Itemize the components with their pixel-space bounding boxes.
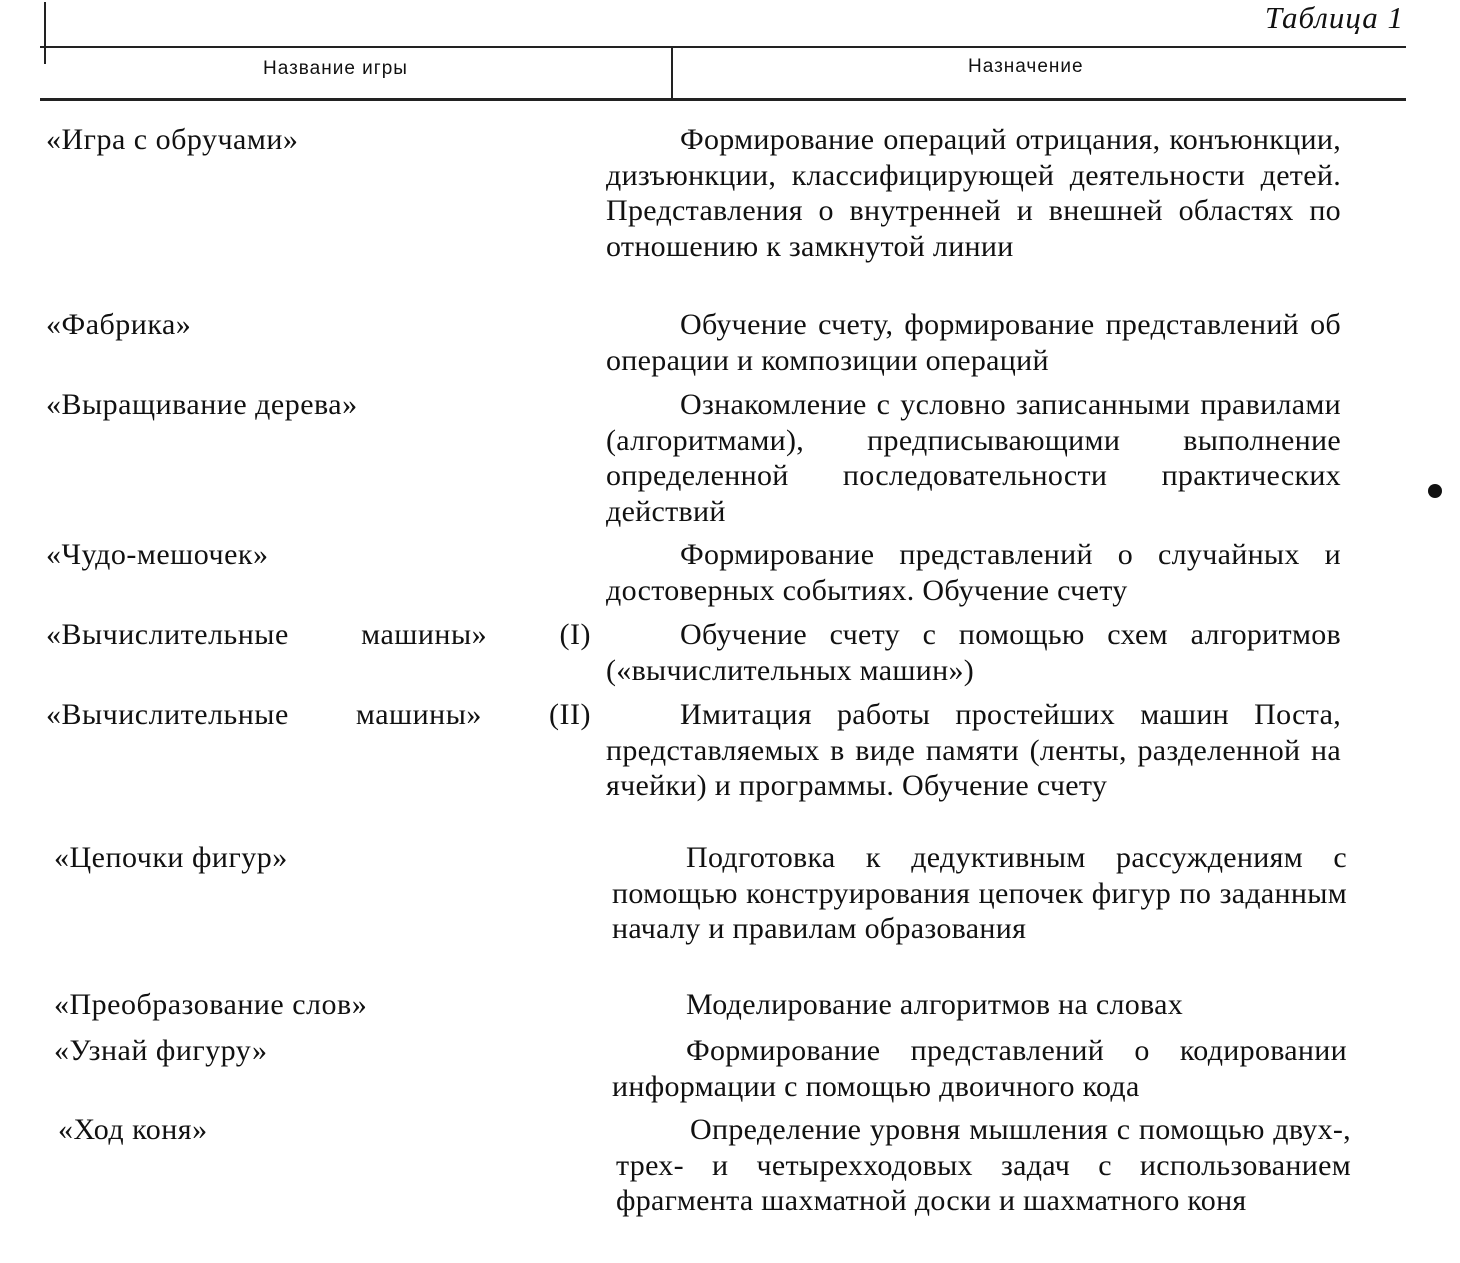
table-header-rule [40,98,1406,101]
table-top-rule [40,46,1406,48]
game-purpose: Подготовка к дедуктивным рассуждениям с помощью конструирования цепочек фигур по заданным началу и правилам образования [612,841,1347,945]
game-name: «Преобразование слов» [54,988,368,1021]
game-name: «Узнай фигуру» [54,1034,268,1067]
game-name: «Цепочки фигур» [54,841,288,874]
scan-speck [1428,484,1442,498]
game-purpose: Формирование представлений о случайных и достоверных событиях. Обучение счету [606,538,1341,607]
game-name: «Чудо-мешочек» [46,538,269,571]
game-name: «Вычислительные машины» (I) [46,618,591,651]
game-name: «Ход коня» [58,1113,208,1146]
game-purpose: Обучение счету с помощью схем алгоритмов («вычислительных машин») [606,618,1341,687]
game-name: «Выращивание дерева» [46,388,358,421]
game-name: «Игра с обручами» [46,123,299,156]
header-name: Название игры [263,58,408,79]
game-purpose: Определение уровня мышления с помощью двух-, трех- и четырехходовых задач с использованием фрагмента шахматной доски и шахматного коня [616,1113,1351,1217]
game-name: «Вычислительные машины» (II) [46,698,591,731]
table-label: Таблица 1 [1264,0,1404,35]
game-purpose: Формирование представлений о кодировании информации с помощью двоичного кода [612,1034,1347,1103]
game-purpose: Ознакомление с условно записанными правилами (алгоритмами), предписывающими выполнение определенной последовательности практических действий [606,388,1341,528]
header-purpose: Назначение [968,56,1084,77]
game-name: «Фабрика» [46,308,192,341]
game-purpose: Формирование операций отрицания, конъюнкции, дизъюнкции, классифицирующей деятельности детей. Представления о внутренней и внешней областях по отношению к замкнутой линии [606,123,1341,263]
game-purpose: Имитация работы простейших машин Поста, представляемых в виде памяти (ленты, разделенной на ячейки) и программы. Обучение счету [606,698,1341,802]
game-purpose: Обучение счету, формирование представлений об операции и композиции операций [606,308,1341,377]
column-divider [671,47,673,100]
game-purpose: Моделирование алгоритмов на словах [686,988,1184,1021]
margin-tick [44,2,46,64]
